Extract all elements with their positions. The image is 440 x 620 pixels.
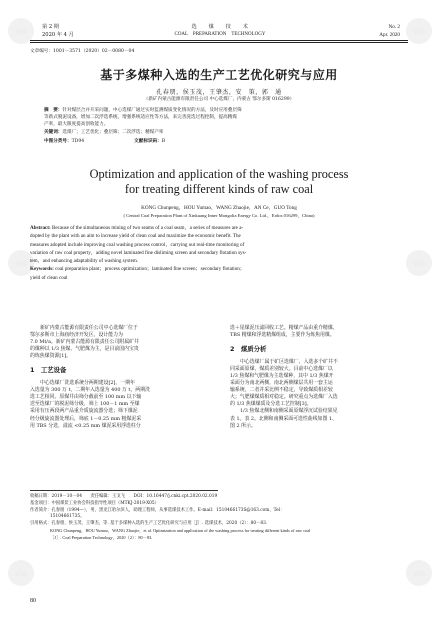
left-column xyxy=(30,325,208,430)
abstract-en-line: tem，and enhancing adaptability of washing system. xyxy=(30,258,139,265)
abstract-cn-line: 摘 要：针对煤层合并开采问题，中心选煤厂通过实时监测煤质变化情况的方法，及时应用叠层筛 xyxy=(44,108,242,113)
abstract-en xyxy=(30,224,408,282)
intro-line: 鄂尔多斯市上海庙经济开发区，设计能力为 xyxy=(30,332,123,339)
body-line: 选＋尾煤泥压滤回收工艺。精煤产品由重介精煤、 xyxy=(230,325,338,331)
body-line: TBS 精煤和浮选精煤组成，主要作为炼焦用煤。 xyxy=(230,332,335,339)
body-line: 输系统，二者并采比例不稳定，导致煤质相差较 xyxy=(230,387,333,394)
affiliation-en: ( Central Coal Preparation Plant of Xinkuang Inner Mongolia Energy Co. Ltd.，Erdos 016299，China) xyxy=(123,213,315,218)
keywords-cn-label: 关键词： xyxy=(44,130,63,135)
body-line: 用 TBS 分选，溢流 <0.25 mm 煤泥采用浮选柱分 xyxy=(30,422,141,429)
title-en-line: for treating different kinds of raw coal xyxy=(124,182,314,196)
body-line: 的 1/3 焦煤煤质及分选工艺控制[3]。 xyxy=(230,401,312,408)
title-en-line: Optimization and application of the washing process xyxy=(89,167,349,181)
section-heading-2: 2 煤质分析 xyxy=(230,345,267,354)
body-line: 中心选煤厂属于矿区选煤厂，入选多个矿井不 xyxy=(240,359,338,366)
header-rule xyxy=(30,40,408,41)
header-journal-en: COAL PREPARATION TECHNOLOGY xyxy=(174,32,266,37)
watermark-text: 试读 xyxy=(14,29,27,36)
affiliation-cn: （新矿内蒙古能源有限责任公司 中心选煤厂，内蒙古 鄂尔多斯 016299） xyxy=(143,97,295,102)
footnote-author-cont: 15104661735。 xyxy=(50,514,85,520)
footnote-funding: 基金项目：中国煤炭工业协会科技指导性项目（MTKJ-2019-X05） xyxy=(30,500,159,506)
abstract-cn-line: 等新式脱泥设备，增加二次浮选系统，增强系统适应性等方法，来完善洗选过程控制，提高精煤 xyxy=(44,115,237,121)
section-heading-1: 1 工艺设备 xyxy=(30,366,67,375)
body-line: 中心选煤厂洗选系统分两期建设[2]，一期年 xyxy=(40,380,135,387)
authors-cn: 孔春朋，侯玉茂，王肇杰，安 策，郭 通 xyxy=(156,89,282,96)
body-line: 选工艺相同。原煤井由筛分截前至 100 mm 以下输 xyxy=(30,394,142,401)
right-column xyxy=(230,325,408,430)
page-number: 80 xyxy=(30,598,36,604)
header-date-en: Apr. 2020 xyxy=(379,32,400,38)
keywords-en: Keywords: coal preparation plant；process optimization；laminated fine screen；secondary flotation； xyxy=(30,266,245,273)
footnote-citation-en: KONG Chunpeng，HOU Yumao，WANG Zhaojie，et al. Optimization and application of the washing process for treating different kinds of raw coal xyxy=(50,527,311,533)
abstract-en-line: Abstract: Because of the simultaneous mining of two seams of a coal seam，a series of measures are a- xyxy=(30,225,244,231)
doc-code: B xyxy=(161,139,166,144)
classification xyxy=(44,139,394,145)
footnote-received: 收稿日期：2019－10－04 责任编辑：王戈飞 DOI：10.16447/j.cnki.cpt.2020.02.019 xyxy=(30,494,218,499)
abstract-en-label: Abstract: xyxy=(30,225,51,231)
header-journal-cn: 选 煤 技 术 xyxy=(191,24,249,30)
watermark-text: 试读 xyxy=(412,261,425,268)
abstract-cn-label: 摘 要： xyxy=(44,108,63,113)
body-line: 入选量为 300 万 t，二期年入选量为 400 万 t，两期洗 xyxy=(30,387,150,394)
abstract-en-line: variation of raw coal property，adding novel laminated fine disliming screen and secondary flotation sys- xyxy=(30,249,247,256)
title-cn: 基于多煤种入选的生产工艺优化研究与应用 xyxy=(100,68,338,82)
keywords-en-label: Keywords: xyxy=(30,266,54,273)
watermark-text: 试读 xyxy=(412,571,425,578)
watermark-text: 试读 xyxy=(14,261,27,268)
abstract-en-line: dopted by the plant with an aim to increase yield of clean coal and maximize the economic benefit. The xyxy=(30,233,241,240)
keywords-en-line: yield of clean coal xyxy=(30,274,68,281)
header-date-cn: 2020 年 4 月 xyxy=(42,32,74,38)
title-en xyxy=(30,167,408,197)
header-issue-en: No. 2 xyxy=(388,24,400,30)
intro-line: 新矿内蒙古能源有限责任公司中心选煤厂位于 xyxy=(40,325,138,331)
classification-label: 中图分类号： xyxy=(44,139,72,144)
intro-line: 7.0 Mt/a。新矿内蒙古能源有限责任公司附属矿井 xyxy=(30,339,139,346)
body-line: 图 2 所示。 xyxy=(230,422,256,429)
watermark-text: 试读 xyxy=(14,571,27,578)
intro-line: 的炼焦煤资源[1]。 xyxy=(30,353,72,360)
body-line: 送至选煤厂的脱泥筛分级，筛上 100－1 mm 至煤 xyxy=(30,401,140,408)
body-line: 经分级旋流器处理后，筛底 1－0.25 mm 粗煤泥采 xyxy=(30,415,142,422)
footnote-citation-cn: 引用格式：孔春朋，侯玉茂，王肇杰，等. 基于多煤种入选的生产工艺优化研究与应用［J］. 选煤技术，2020（2）：80－83. xyxy=(30,521,268,527)
body-line: 采面分为南北两侧，南北两侧煤层共用一套主运 xyxy=(230,380,333,387)
article-number: 文章编号：1001－3571（2020）02－0080－04 xyxy=(30,49,135,54)
body-line: 大；气肥煤煤质相对稳定。研究重点为选煤厂入选 xyxy=(230,394,338,401)
body-line: 1/3 焦煤北侧和南侧采面原煤浮沉试验结果见 xyxy=(240,408,338,415)
watermark-text: 试读 xyxy=(412,29,425,36)
body-line: 同采面原煤，煤质差别较大。目前中心选煤厂以 xyxy=(230,366,333,373)
abstract-cn-line: 产率，最大限度提高创收能力。 xyxy=(44,122,109,128)
footnote-rule xyxy=(30,490,218,491)
header-issue-cn: 第 2 期 xyxy=(42,24,59,30)
authors-en: KONG Chunpeng，HOU Yumao，WANG Zhaojie，AN Ce，GUO Tong xyxy=(141,205,297,211)
classification-code: TD94 xyxy=(71,139,85,144)
keywords-cn-text: 选煤厂；工艺优化；叠层筛；二次浮选；精煤产率 xyxy=(62,130,164,135)
keywords-cn xyxy=(44,130,394,136)
footnotes xyxy=(30,494,410,542)
footnote-citation-en-cont: ［J］. Coal Preparation Technology，2020（2）：80－83. xyxy=(50,534,153,540)
abstract-en-line: measures adopted include improving coal washing process control，carrying out real-time monitoring of xyxy=(30,241,245,248)
body-line: 1/3 焦煤和气肥煤为主选煤种，其中 1/3 焦煤开 xyxy=(230,373,334,380)
abstract-cn xyxy=(44,107,394,129)
body-line: 表 1。表 2。北侧和南侧采面可选性曲线如图 1、 xyxy=(230,415,337,422)
doc-code-label: 文献标识码： xyxy=(134,139,162,144)
footnote-author: 作者简介：孔春朋（1994—），男，黑龙江哈尔滨人，助理工程师，从事选煤技术工作。E-mail：1510466173S@163.com，Tel： xyxy=(30,507,285,513)
intro-line: 的煤种以 1/3 焦煤、气肥煤为主，是目前国内宝贵 xyxy=(30,346,139,353)
body-line: 采用有压两段两产品重介质旋流器分选；筛下煤泥 xyxy=(30,408,138,415)
